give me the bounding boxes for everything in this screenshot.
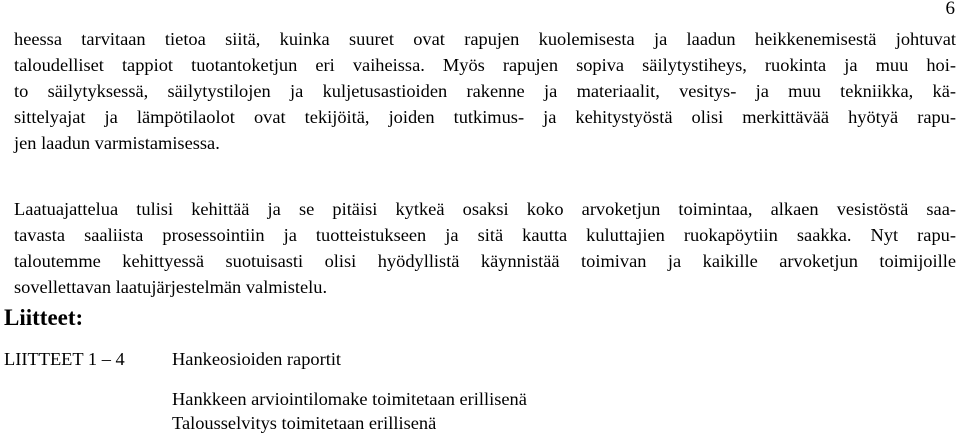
text-line: taloutemme kehittyessä suotuisasti olisi hyödyllistä käynnistää toimivan ja kaikille arvoketjun toimijoille [14, 251, 956, 271]
attachments-label: LIITTEET 1 – 4 [4, 349, 125, 369]
text-line: jen laadun varmistamisessa. [14, 133, 220, 153]
paragraph-1 [14, 26, 956, 156]
text-line: sittelyajat ja lämpötilaolot ovat tekijöitä, joiden tutkimus- ja kehitystyöstä olisi merkittävää hyötyä rapu- [14, 107, 956, 127]
attachment-item: Hankkeen arviointilomake toimitetaan erillisenä [172, 389, 527, 409]
text-line: heessa tarvitaan tietoa siitä, kuinka suuret ovat rapujen kuolemisesta ja laadun heikkenemisestä johtuvat [14, 29, 956, 49]
page-number: 6 [945, 0, 955, 19]
text-line: sovellettavan laatujärjestelmän valmistelu. [14, 277, 328, 297]
paragraph-2 [14, 196, 956, 300]
text-line: tavasta saaliista prosessointiin ja tuotteistukseen ja sitä kautta kuluttajien ruokapöytiin saakka. Nyt rapu- [14, 225, 956, 245]
text-line: Laatuajattelua tulisi kehittää ja se pitäisi kytkeä osaksi koko arvoketjun toimintaa, alkaen vesistöstä saa- [14, 199, 956, 219]
attachments-heading: Liitteet: [4, 305, 84, 330]
attachment-item: Hankeosioiden raportit [172, 349, 342, 369]
text-line: to säilytyksessä, säilytystilojen ja kuljetusastioiden rakenne ja materiaalit, vesitys- ja muu tekniikka, kä- [14, 81, 956, 101]
text-line: taloudelliset tappiot tuotantoketjun eri vaiheissa. Myös rapujen sopiva säilytystiheys, ruokinta ja muu hoi- [14, 55, 956, 75]
attachment-item: Talousselvitys toimitetaan erillisenä [172, 413, 437, 433]
